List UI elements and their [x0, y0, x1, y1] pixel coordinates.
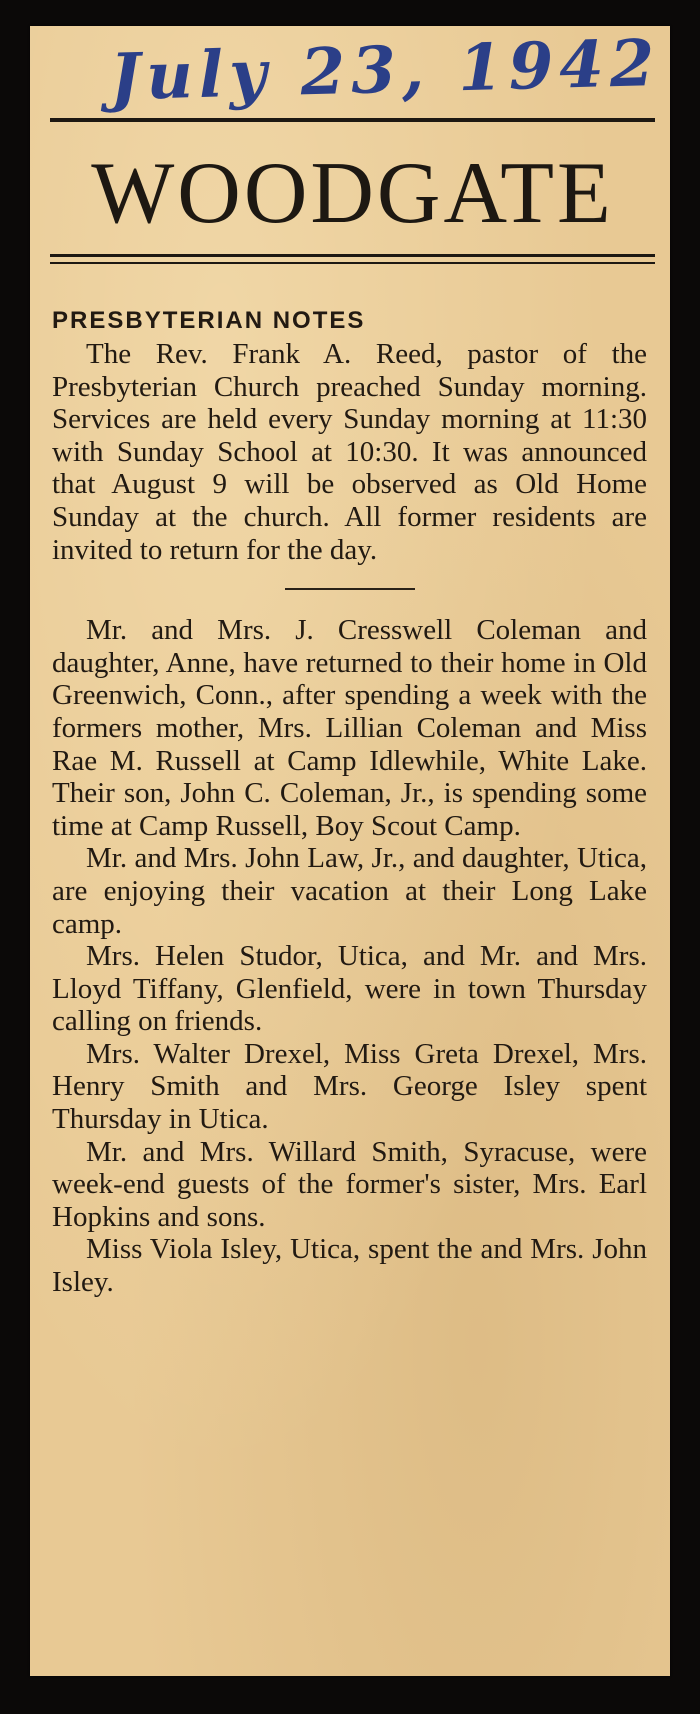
newspaper-clipping — [30, 26, 670, 1676]
masthead-bottom-rule-1 — [50, 254, 655, 257]
paragraph-drexel: Mrs. Walter Drexel, Miss Greta Drexel, Mrs. Henry Smith and Mrs. George Isley spent Thursday in Utica. — [52, 1037, 647, 1136]
masthead-top-rule — [50, 118, 655, 122]
paragraph-church-notes: The Rev. Frank A. Reed, pastor of the Presbyterian Church preached Sunday morning. Services are held every Sunday morning at 11:30 with Sunday School at 10:30. It was announced that August 9 will be observed as Old Home Sunday at the church. All former residents are invited to return for the day. — [52, 338, 647, 566]
section-heading: PRESBYTERIAN NOTES — [52, 307, 366, 334]
paragraph-studor: Mrs. Helen Studor, Utica, and Mr. and Mrs. Lloyd Tiffany, Glenfield, were in town Thursday calling on friends. — [52, 940, 647, 1038]
paragraph-coleman: Mr. and Mrs. J. Cresswell Coleman and daughter, Anne, have returned to their home in Old Greenwich, Conn., after spending a week with the formers mother, Mrs. Lillian Coleman and Miss Rae M. Russell at Camp Idlewhile, White Lake. Their son, John C. Coleman, Jr., is spending some time at Camp Russell, Boy Scout Camp. — [52, 614, 647, 842]
paragraph-smith: Mr. and Mrs. Willard Smith, Syracuse, were week-end guests of the former's sister, Mrs. Earl Hopkins and sons. — [52, 1135, 647, 1233]
handwritten-date: July 23, 1942 — [109, 26, 662, 116]
section-separator — [285, 588, 415, 590]
paragraph-isley: Miss Viola Isley, Utica, spent the and Mrs. John Isley. — [52, 1233, 647, 1299]
paragraph-law: Mr. and Mrs. John Law, Jr., and daughter, Utica, are enjoying their vacation at their Long Lake camp. — [52, 842, 647, 940]
masthead-title: WOODGATE — [91, 145, 614, 242]
masthead-bottom-rule-2 — [50, 262, 655, 264]
article-body — [52, 304, 647, 1299]
